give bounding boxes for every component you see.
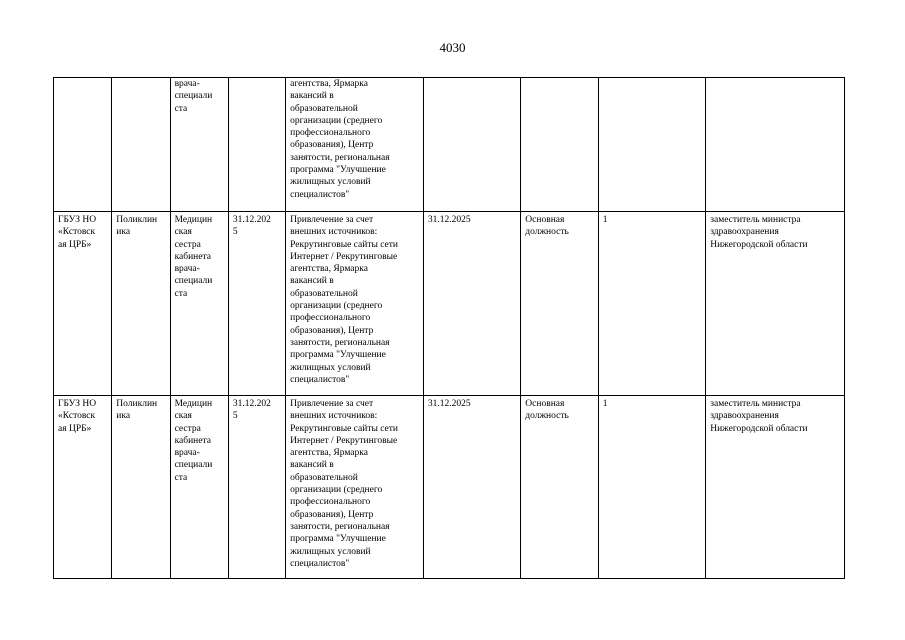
- position-cell: Медицин ская сестра кабинета врача- специали ста: [170, 212, 228, 396]
- table-row: [54, 396, 845, 579]
- position-cell: Медицин ская сестра кабинета врача- специали ста: [170, 396, 228, 579]
- department-cell: [112, 78, 170, 212]
- table-row: [54, 78, 845, 212]
- measures-cell: агентства, Ярмарка вакансий в образовательной организации (среднего профессионального образования), Центр занятости, региональная программа "Улучшение жилищных условий специалистов": [286, 78, 424, 212]
- deadline-cell: 31.12.2025: [423, 396, 520, 579]
- deadline-cell: 31.12.2025: [423, 212, 520, 396]
- org-cell: ГБУЗ НО «Кстовск ая ЦРБ»: [54, 396, 112, 579]
- department-cell: Поликлин ика: [112, 212, 170, 396]
- page-number: 4030: [439, 40, 466, 55]
- org-cell: [54, 78, 112, 212]
- responsible-cell: заместитель министра здравоохранения Нижегородской области: [706, 396, 845, 579]
- date-cell: 31.12.202 5: [228, 212, 285, 396]
- deadline-cell: [423, 78, 520, 212]
- date-cell: [228, 78, 285, 212]
- staffing-plan-table: [53, 77, 845, 579]
- table-row: [54, 212, 845, 396]
- position-type-cell: [521, 78, 598, 212]
- department-cell: Поликлин ика: [112, 396, 170, 579]
- count-cell: 1: [598, 212, 706, 396]
- count-cell: 1: [598, 396, 706, 579]
- responsible-cell: заместитель министра здравоохранения Нижегородской области: [706, 212, 845, 396]
- measures-cell: Привлечение за счет внешних источников: Рекрутинговые сайты сети Интернет / Рекрутинговые агентства, Ярмарка вакансий в образовательной организации (среднего профессионального образования), Центр занятости, региональная программа "Улучшение жилищных условий специалистов": [286, 396, 424, 579]
- org-cell: ГБУЗ НО «Кстовск ая ЦРБ»: [54, 212, 112, 396]
- position-cell: врача- специали ста: [170, 78, 228, 212]
- date-cell: 31.12.202 5: [228, 396, 285, 579]
- position-type-cell: Основная должность: [521, 212, 598, 396]
- measures-cell: Привлечение за счет внешних источников: Рекрутинговые сайты сети Интернет / Рекрутинговые агентства, Ярмарка вакансий в образовательной организации (среднего профессионального образования), Центр занятости, региональная программа "Улучшение жилищных условий специалистов": [286, 212, 424, 396]
- count-cell: [598, 78, 706, 212]
- position-type-cell: Основная должность: [521, 396, 598, 579]
- responsible-cell: [706, 78, 845, 212]
